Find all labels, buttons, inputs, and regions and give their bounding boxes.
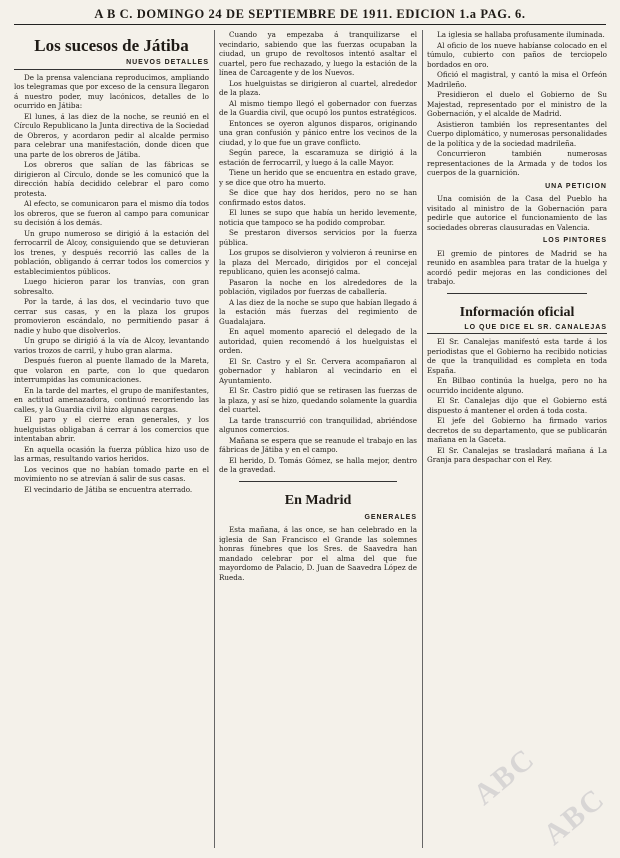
subsection-heading: UNA PETICION — [545, 182, 607, 190]
paragraph: Los huelguistas se dirigieron al cuartel, alrededor de la plaza. — [219, 78, 417, 97]
paragraph: Concurrieron también numerosas representaciones de la Armada y de todos los cuerpos de la guarnición. — [427, 149, 607, 177]
paragraph: Un grupo numeroso se dirigió á la estación del ferrocarril de Alcoy, consiguiendo que se detuvieran los trenes, y después recorrió las calles de la población, obligando á cerrar todos los comercios y establecimientos públicos. — [14, 228, 209, 276]
column-1 — [14, 30, 209, 848]
article-headline: Los sucesos de Játiba — [34, 36, 189, 55]
section-divider — [447, 293, 587, 294]
paragraph: A las diez de la noche se supo que habían llegado á la estación más fuerzas del regimiento de Guadalajara. — [219, 297, 417, 326]
paragraph: El Sr. Canalejas manifestó esta tarde á los periodistas que el Gobierno ha recibido noticias de que la tranquilidad es completa en toda España. — [427, 337, 607, 375]
paragraph: En aquel momento apareció el delegado de la autoridad, quien recomendó á los huelguistas el orden. — [219, 327, 417, 355]
paragraph: Mañana se espera que se reanude el trabajo en las fábricas de Játiba y en el campo. — [219, 435, 417, 454]
paragraph: Se dice que hay dos heridos, pero no se han confirmado estos datos. — [219, 188, 417, 207]
paragraph: El herido, D. Tomás Gómez, se halla mejor, dentro de la gravedad. — [219, 455, 417, 474]
paragraph: Pasaron la noche en los alrededores de la población, vigilados por fuerzas de caballería. — [219, 277, 417, 296]
paragraph: En aquella ocasión la fuerza pública hizo uso de las armas, resultando varios heridos. — [14, 444, 209, 463]
column-rule — [422, 30, 423, 848]
paragraph: El Sr. Castro y el Sr. Cervera acompañaron al gobernador y hablaron al vecindario en el Ayuntamiento. — [219, 356, 417, 385]
paragraph: El lunes, á las diez de la noche, se reunió en el Círculo Republicano la Junta directiva de la Sociedad de Obreros, y acordaron pedir al alcalde permiso para celebrar una manifestación, donde dicen que una parte de los obreros de Játiba. — [14, 111, 209, 159]
paragraph: El lunes se supo que había un herido levemente, noticia que tampoco se ha podido comprobar. — [219, 208, 417, 227]
paragraph: Luego hicieron parar los tranvías, con gran sobresalto. — [14, 277, 209, 296]
page-header: A B C. DOMINGO 24 DE SEPTIEMBRE DE 1911. EDICION 1.a PAG. 6. — [14, 4, 606, 25]
paragraph: Un grupo se dirigió á la vía de Alcoy, levantando varios trozos de carril, y hubo gran alarma. — [14, 336, 209, 355]
column-2 — [219, 30, 417, 848]
watermark-stamp: ABC — [537, 781, 612, 852]
section-subhead: GENERALES — [364, 513, 417, 521]
paragraph: El Sr. Canalejas se trasladará mañana á La Granja para despachar con el Rey. — [427, 445, 607, 464]
paragraph: El paro y el cierre eran generales, y los huelguistas obligaban á cerrar á los comercios que intentaban abrir. — [14, 415, 209, 443]
paragraph: El gremio de pintores de Madrid se ha reunido en asamblea para tratar de la huelga y acordó pedir mejoras en las condiciones del trabajo. — [427, 248, 607, 286]
paragraph: La iglesia se hallaba profusamente iluminada. — [437, 30, 605, 39]
paragraph: Asistieron también los representantes del Cuerpo diplomático, y numerosas personalidades de la política y de la sociedad madrileña. — [427, 119, 607, 148]
paragraph: En Bilbao continúa la huelga, pero no ha ocurrido incidente alguno. — [427, 376, 607, 395]
paragraph: El jefe del Gobierno ha firmado varios decretos de su departamento, que se publicarán mañana en la Gaceta. — [427, 416, 607, 444]
paragraph: De la prensa valenciana reproducimos, ampliando los telegramas que por exceso de la censura llegaron á nuestro poder, muy lacónicos, detalles de lo ocurrido en Játiba: — [14, 72, 209, 110]
paragraph: Una comisión de la Casa del Pueblo ha visitado al ministro de la Gobernación para pedirle que autorice el funcionamiento de las sociedades obreras clausuradas en Valencia. — [427, 194, 607, 232]
column-rule — [214, 30, 215, 848]
section-divider — [239, 481, 397, 482]
paragraph: El vecindario de Játiba se encuentra aterrado. — [24, 484, 193, 494]
paragraph: Los obreros que salían de las fábricas se dirigieron al Círculo, donde se les comunicó que la dirección había decidido celebrar el paro como protesta. — [14, 160, 209, 198]
paragraph: Después fueron al puente llamado de la Mareta, que volaron en parte, con lo que quedaron interrumpidas las comunicaciones. — [14, 356, 209, 384]
paragraph: El Sr. Castro pidió que se retirasen las fuerzas de la plaza, y así se hizo, quedando solamente la guardia del cuartel. — [219, 386, 417, 414]
paragraph: El Sr. Canalejas dijo que el Gobierno está dispuesto á mantener el orden á toda costa. — [427, 396, 607, 415]
watermark-stamp: ABC — [467, 741, 542, 812]
paragraph: Entonces se oyeron algunos disparos, originando una gran confusión y pánico entre los vecinos de la ciudad, y lo que fue un grave conflicto. — [219, 118, 417, 147]
paragraph: Al efecto, se comunicaron para el mismo día todos los obreros, que se fueron al campo para comunicar su decisión á los demás. — [14, 199, 209, 227]
paragraph: Los vecinos que no habían tomado parte en el movimiento no se atrevían á salir de sus casas. — [14, 464, 209, 483]
column-3 — [427, 30, 607, 848]
paragraph: Al mismo tiempo llegó el gobernador con fuerzas de la Guardia civil, que ocupó los puntos estratégicos. — [219, 98, 417, 117]
paragraph: Por la tarde, á las dos, el vecindario tuvo que cerrar sus casas, y en la plaza los grupos promovieron escándalo, no permitiendo pasar á nadie y hubo que disolverlos. — [14, 297, 209, 335]
paragraph: Se prestaron diversos servicios por la fuerza pública. — [219, 228, 417, 247]
paragraph: En la tarde del martes, el grupo de manifestantes, en actitud amenazadora, continuó recorriendo las calles, y la Guardia civil hizo algunas cargas. — [14, 385, 209, 414]
article-subhead: NUEVOS DETALLES — [14, 58, 209, 70]
paragraph: Tiene un herido que se encuentra en estado grave, y se dice que otro ha muerto. — [219, 168, 417, 187]
paragraph: Ofició el magistral, y cantó la misa el Orfeón Madrileño. — [427, 70, 607, 89]
subsection-heading: LOS PINTORES — [543, 237, 607, 244]
paragraph: La tarde transcurrió con tranquilidad, abriéndose algunos comercios. — [219, 415, 417, 434]
paragraph: Al oficio de los nueve habíanse colocado en el túmulo, cubierto con paños de terciopelo bordados en oro. — [427, 40, 607, 69]
section-subhead: LO QUE DICE EL SR. CANALEJAS — [427, 323, 607, 335]
section-headline: En Madrid — [284, 492, 352, 508]
paragraph: Cuando ya empezaba á tranquilizarse el vecindario, sabiendo que las fuerzas ocupaban la ciudad, un grupo de revoltosos intentó asaltar el cuartel, pero fue rechazado, y luego la estación de la línea de Carcagente y de los Nuevos. — [219, 30, 417, 77]
paragraph: Presidieron el duelo el Gobierno de Su Majestad, representado por el ministro de la Gobernación, y el alcalde de Madrid. — [427, 90, 607, 118]
paragraph: Según parece, la escaramuza se dirigió á la estación de ferrocarril, y luego á la calle Mayor. — [219, 148, 417, 167]
paragraph: Los grupos se disolvieron y volvieron á reunirse en la plaza del Mercado, dirigidos por el concejal republicano, quien les aconsejó calma. — [219, 248, 417, 276]
paragraph: Esta mañana, á las once, se han celebrado en la iglesia de San Francisco el Grande las solemnes honras fúnebres que los Sres. de Saavedra han mandado celebrar por el alma del que fue mayordomo de Palacio, D. Juan de Saavedra López de Rueda. — [219, 525, 417, 582]
section-headline: Información oficial — [459, 304, 575, 320]
